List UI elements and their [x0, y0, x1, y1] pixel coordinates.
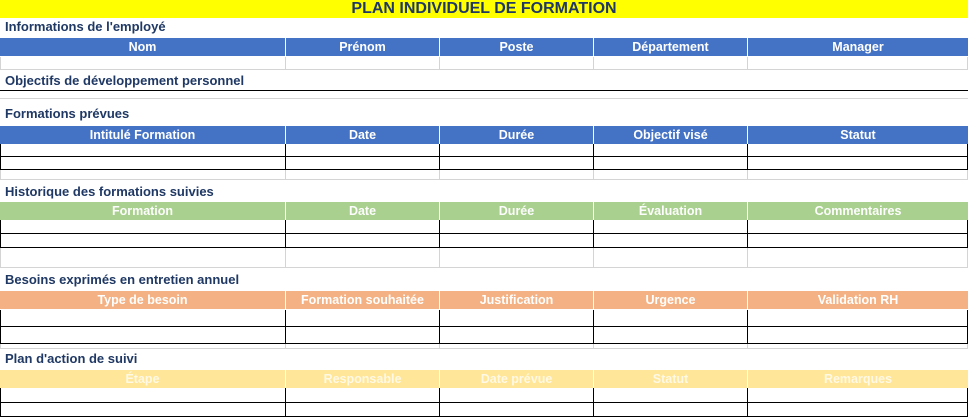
cell[interactable] [440, 388, 594, 403]
section-title-objectives[interactable]: Objectifs de développement personnel [0, 72, 968, 90]
cell[interactable] [594, 310, 748, 327]
cell[interactable] [440, 248, 594, 268]
header-date-prevue[interactable]: Date prévue [440, 370, 594, 388]
cell[interactable] [286, 170, 440, 180]
header-manager[interactable]: Manager [748, 38, 968, 56]
header-evaluation[interactable]: Évaluation [594, 202, 748, 220]
cell[interactable] [748, 248, 968, 268]
cell[interactable] [748, 310, 968, 327]
header-justification[interactable]: Justification [440, 291, 594, 309]
cell[interactable] [0, 57, 286, 70]
cell[interactable] [0, 388, 286, 403]
section-title-action-plan[interactable]: Plan d'action de suivi [0, 350, 968, 368]
header-remarques[interactable]: Remarques [748, 370, 968, 388]
header-poste[interactable]: Poste [440, 38, 594, 56]
cell[interactable] [440, 170, 594, 180]
header-objectif-vise[interactable]: Objectif visé [594, 126, 748, 144]
action-plan-data-row [0, 388, 968, 403]
action-plan-data-row [0, 403, 968, 417]
cell[interactable] [594, 403, 748, 417]
header-responsable[interactable]: Responsable [286, 370, 440, 388]
header-nom[interactable]: Nom [0, 38, 286, 56]
needs-data-row [0, 310, 968, 327]
section-title-employee[interactable]: Informations de l'employé [0, 18, 968, 36]
cell[interactable] [748, 220, 968, 234]
header-date[interactable]: Date [286, 126, 440, 144]
cell[interactable] [286, 248, 440, 268]
header-prenom[interactable]: Prénom [286, 38, 440, 56]
header-formation[interactable]: Formation [0, 202, 286, 220]
history-data-row [0, 220, 968, 234]
header-urgence[interactable]: Urgence [594, 291, 748, 309]
needs-data-row [0, 344, 968, 349]
planned-header-row [0, 126, 968, 144]
cell[interactable] [440, 220, 594, 234]
cell[interactable] [0, 220, 286, 234]
cell[interactable] [286, 327, 440, 344]
cell[interactable] [0, 310, 286, 327]
header-duree[interactable]: Durée [440, 202, 594, 220]
cell[interactable] [594, 157, 748, 170]
section-title-history[interactable]: Historique des formations suivies [0, 183, 968, 201]
header-departement[interactable]: Département [594, 38, 748, 56]
cell[interactable] [286, 57, 440, 70]
sheet-title[interactable]: PLAN INDIVIDUEL DE FORMATION [0, 0, 968, 18]
header-statut[interactable]: Statut [594, 370, 748, 388]
cell[interactable] [748, 170, 968, 180]
cell[interactable] [440, 344, 594, 349]
cell[interactable] [0, 157, 286, 170]
cell[interactable] [748, 144, 968, 157]
cell[interactable] [748, 57, 968, 70]
history-data-row [0, 234, 968, 248]
cell[interactable] [594, 234, 748, 248]
cell[interactable] [594, 144, 748, 157]
header-validation-rh[interactable]: Validation RH [748, 291, 968, 309]
history-data-row [0, 248, 968, 268]
cell[interactable] [748, 327, 968, 344]
cell[interactable] [286, 234, 440, 248]
objectives-rule-light [0, 98, 968, 99]
header-intitule-formation[interactable]: Intitulé Formation [0, 126, 286, 144]
cell[interactable] [748, 157, 968, 170]
needs-data-row [0, 327, 968, 344]
cell[interactable] [594, 248, 748, 268]
cell[interactable] [594, 57, 748, 70]
history-header-row [0, 202, 968, 220]
cell[interactable] [286, 157, 440, 170]
cell[interactable] [594, 220, 748, 234]
planned-data-row [0, 170, 968, 180]
planned-data-row [0, 157, 968, 170]
cell[interactable] [286, 344, 440, 349]
cell[interactable] [440, 57, 594, 70]
cell[interactable] [286, 310, 440, 327]
cell[interactable] [0, 344, 286, 349]
cell[interactable] [594, 344, 748, 349]
cell[interactable] [440, 234, 594, 248]
cell[interactable] [286, 388, 440, 403]
header-date[interactable]: Date [286, 202, 440, 220]
header-formation-souhaitee[interactable]: Formation souhaitée [286, 291, 440, 309]
needs-header-row [0, 291, 968, 309]
cell[interactable] [0, 234, 286, 248]
cell[interactable] [440, 144, 594, 157]
header-etape[interactable]: Étape [0, 370, 286, 388]
cell[interactable] [440, 403, 594, 417]
cell[interactable] [748, 234, 968, 248]
cell[interactable] [440, 310, 594, 327]
objectives-rule [0, 90, 968, 91]
cell[interactable] [286, 220, 440, 234]
planned-data-row [0, 144, 968, 157]
action-plan-header-row [0, 370, 968, 388]
cell[interactable] [748, 403, 968, 417]
cell[interactable] [0, 248, 286, 268]
cell[interactable] [286, 144, 440, 157]
header-statut[interactable]: Statut [748, 126, 968, 144]
cell[interactable] [594, 388, 748, 403]
cell[interactable] [594, 327, 748, 344]
section-title-planned[interactable]: Formations prévues [0, 105, 968, 123]
cell[interactable] [440, 327, 594, 344]
cell[interactable] [594, 170, 748, 180]
section-title-needs[interactable]: Besoins exprimés en entretien annuel [0, 271, 968, 289]
cell[interactable] [748, 388, 968, 403]
header-commentaires[interactable]: Commentaires [748, 202, 968, 220]
cell[interactable] [748, 344, 968, 349]
header-duree[interactable]: Durée [440, 126, 594, 144]
cell[interactable] [0, 144, 286, 157]
cell[interactable] [0, 170, 286, 180]
cell[interactable] [0, 403, 286, 417]
header-type-de-besoin[interactable]: Type de besoin [0, 291, 286, 309]
employee-data-row [0, 57, 968, 70]
cell[interactable] [440, 157, 594, 170]
cell[interactable] [286, 403, 440, 417]
employee-header-row [0, 38, 968, 56]
cell[interactable] [0, 327, 286, 344]
